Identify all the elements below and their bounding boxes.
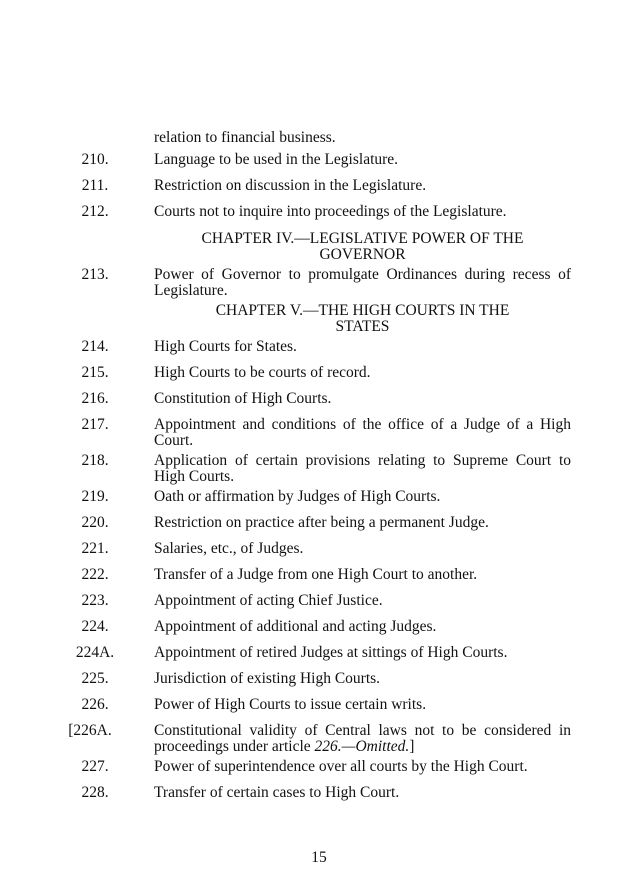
article-number: 227. [81, 758, 109, 775]
article-title: Transfer of certain cases to High Court. [154, 784, 400, 801]
article-number: 210. [81, 151, 109, 168]
list-item [0, 391, 638, 417]
article-number: 214. [81, 338, 109, 355]
article-number: [226A. [68, 722, 112, 739]
article-number: 225. [81, 670, 109, 687]
chapter-heading-line: GOVERNOR [319, 246, 406, 263]
article-number: 211. [81, 177, 109, 194]
article-title: Salaries, etc., of Judges. [154, 540, 304, 557]
article-title: Courts not to inquire into proceedings of the Legislature. [154, 203, 507, 220]
article-title: High Courts for States. [154, 338, 297, 355]
article-number: 215. [81, 364, 109, 381]
list-item [0, 178, 638, 204]
article-title: Oath or affirmation by Judges of High Courts. [154, 488, 441, 505]
article-number: 218. [81, 452, 109, 469]
list-item [0, 619, 638, 645]
list-item [0, 785, 638, 811]
article-title: Restriction on discussion in the Legislature. [154, 177, 427, 194]
list-item [0, 645, 638, 671]
article-title: High Courts to be courts of record. [154, 364, 371, 381]
list-item [0, 417, 638, 453]
article-number: 221. [81, 540, 109, 557]
article-number: 212. [81, 203, 109, 220]
list-item [0, 723, 638, 759]
article-number: 217. [81, 416, 109, 433]
article-number: 220. [81, 514, 109, 531]
article-title: Transfer of a Judge from one High Court to another. [154, 566, 478, 583]
list-item [0, 541, 638, 567]
article-number: 224A. [75, 644, 115, 661]
article-title-italic: 226.—Omitted. [314, 738, 410, 755]
chapter-heading-line: CHAPTER IV.—LEGISLATIVE POWER OF THE [201, 230, 524, 247]
article-number: 216. [81, 390, 109, 407]
article-title: Power of High Courts to issue certain writs. [154, 696, 427, 713]
continuation-text: relation to financial business. [154, 129, 336, 146]
list-item [0, 515, 638, 541]
article-number: 222. [81, 566, 109, 583]
article-number: 226. [81, 696, 109, 713]
article-title: Appointment of retired Judges at sittings of High Courts. [154, 644, 508, 661]
list-item [0, 152, 638, 178]
list-item [0, 204, 638, 231]
chapter-heading-line: CHAPTER V.—THE HIGH COURTS IN THE [215, 302, 510, 319]
article-number: 213. [81, 266, 109, 283]
chapter-heading [0, 303, 638, 339]
list-item [0, 365, 638, 391]
article-number: 224. [81, 618, 109, 635]
article-number: 228. [81, 784, 109, 801]
article-number: 219. [81, 488, 109, 505]
list-item [0, 567, 638, 593]
list-item [0, 671, 638, 697]
entries-list [0, 152, 638, 811]
article-title: Constitution of High Courts. [154, 390, 332, 407]
page-number: 15 [311, 849, 327, 866]
list-item [0, 759, 638, 785]
article-title: Application of certain provisions relating to Supreme Court to High Courts. [154, 452, 571, 485]
list-item [0, 267, 638, 303]
article-title: Appointment of acting Chief Justice. [154, 592, 383, 609]
article-title: Appointment of additional and acting Judges. [154, 618, 437, 635]
article-title: Power of Governor to promulgate Ordinances during recess of Legislature. [154, 266, 571, 299]
list-item [0, 593, 638, 619]
list-item [0, 697, 638, 723]
article-title [154, 723, 571, 755]
article-title-end: ] [409, 738, 415, 755]
article-title: Appointment and conditions of the office of a Judge of a High Court. [154, 416, 571, 449]
list-item [0, 339, 638, 365]
article-title: Power of superintendence over all courts by the High Court. [154, 758, 528, 775]
list-item [0, 489, 638, 515]
list-item [0, 453, 638, 489]
article-title: Language to be used in the Legislature. [154, 151, 399, 168]
article-title: Jurisdiction of existing High Courts. [154, 670, 381, 687]
article-number: 223. [81, 592, 109, 609]
article-title: Restriction on practice after being a permanent Judge. [154, 514, 489, 531]
chapter-heading [0, 231, 638, 267]
chapter-heading-line: STATES [335, 318, 390, 335]
article-title-text: Constitutional validity of Central laws not to be considered in proceedings under article [154, 722, 571, 755]
